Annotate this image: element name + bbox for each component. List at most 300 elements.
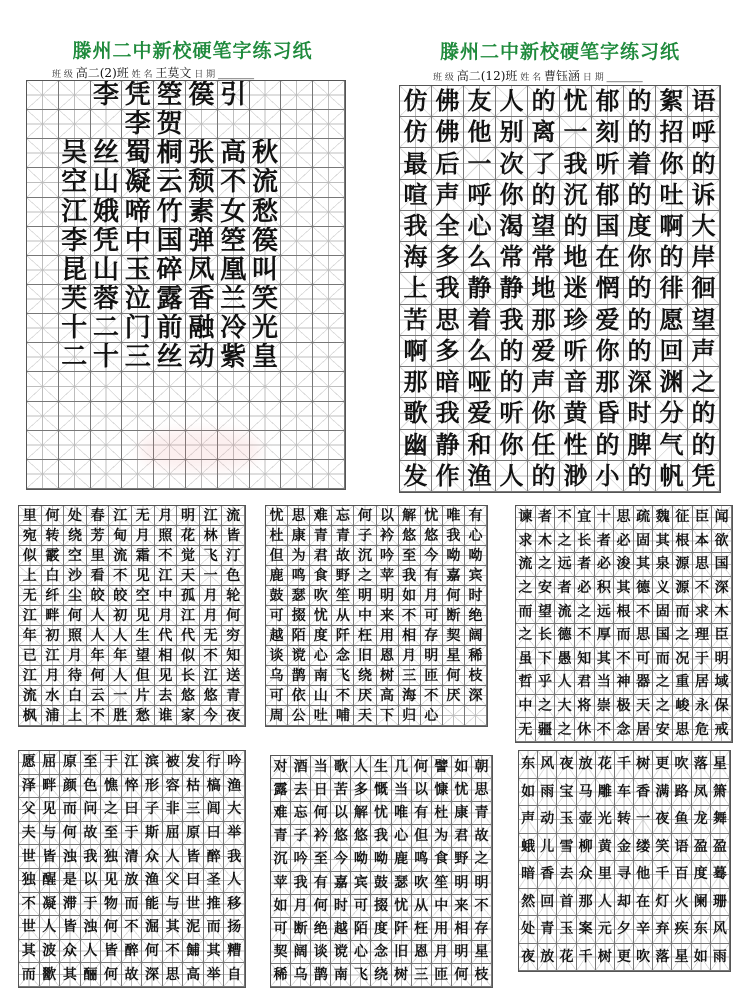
grid-cell: 者 [536, 506, 556, 530]
grid-cell: 将 [575, 695, 595, 719]
grid-cell: 不 [109, 566, 132, 586]
grid-cell: 屈 [163, 822, 184, 846]
grid-cell: 厌 [354, 686, 376, 706]
grid-cell: 思 [693, 553, 713, 577]
grid-cell: 谈 [266, 646, 288, 666]
grid-cell: 鼓 [371, 872, 391, 895]
grid-cell [91, 431, 123, 460]
grid-cell: 安 [653, 718, 673, 742]
grid-cell: 娥 [91, 198, 123, 227]
grid-cell: 国 [653, 624, 673, 648]
worksheet-c [515, 505, 735, 745]
grid-cell: 木 [536, 530, 556, 554]
grid-cell: 佛 [432, 86, 464, 117]
grid-cell: 张 [186, 139, 218, 168]
grid-cell: 人 [87, 606, 110, 626]
grid-cell: 唯 [443, 506, 465, 526]
grid-cell: 朝 [472, 756, 492, 779]
grid-cell: 初 [109, 606, 132, 626]
grid-cell: 公 [288, 706, 310, 726]
grid-cell: 思 [432, 305, 464, 336]
grid-cell: 众 [577, 861, 596, 889]
grid-cell: 明 [377, 586, 399, 606]
grid-cell: 有 [412, 802, 432, 825]
grid-cell: 于 [101, 751, 122, 775]
name-value: 王莫文 [155, 66, 192, 80]
grid-cell: 何 [60, 822, 81, 846]
grid-cell: 东 [692, 916, 711, 944]
grid-cell: 暗 [432, 367, 464, 398]
grid-cell: 仿 [400, 86, 432, 117]
grid-cell: 任 [528, 430, 560, 461]
grid-cell: 不 [399, 606, 421, 626]
grid-cell: 流 [250, 168, 282, 197]
grid-cell: 辛 [634, 916, 653, 944]
grid-cell: 元 [596, 916, 615, 944]
grid-cell: 的 [528, 86, 560, 117]
grid-cell: 人 [109, 626, 132, 646]
grid-cell: 重 [673, 671, 693, 695]
grid-cell: 心 [351, 941, 371, 964]
grid-cell: 一 [634, 806, 653, 834]
grid-cell: 思 [614, 506, 634, 530]
worksheet-title: 滕州二中新校硬笔字练习纸 [72, 40, 313, 62]
grid-cell: 望 [688, 305, 720, 336]
grid-cell: 凰 [218, 256, 250, 285]
grid-cell: 形 [142, 775, 163, 799]
grid-cell: 的 [528, 461, 560, 492]
grid-cell: 酾 [81, 963, 102, 987]
grid-cell: 固 [634, 530, 654, 554]
grid-cell: 紫 [218, 343, 250, 372]
grid-cell: 知 [222, 646, 245, 666]
grid-cell: 更 [615, 944, 634, 972]
grid-cell: 有 [465, 506, 487, 526]
grid-cell: 忧 [421, 506, 443, 526]
grid-cell: 者 [575, 553, 595, 577]
grid-cell: 满 [653, 779, 672, 807]
grid-cell: 去 [557, 861, 576, 889]
grid-cell: 山 [310, 686, 332, 706]
grid-cell: 时 [624, 398, 656, 429]
grid-cell: 醒 [40, 869, 61, 893]
grid-cell: 郁 [592, 86, 624, 117]
grid-cell: 爱 [464, 398, 496, 429]
grid-cell: 曰 [204, 822, 225, 846]
grid-cell: 惘 [592, 273, 624, 304]
grid-cell: 雨 [538, 779, 557, 807]
grid-cell: 问 [81, 798, 102, 822]
grid-cell: 可 [421, 606, 443, 626]
grid-cell [27, 431, 59, 460]
grid-cell: 滨 [142, 751, 163, 775]
grid-cell: 度 [371, 918, 391, 941]
grid-cell: 掇 [288, 606, 310, 626]
grid-cell: 可 [271, 918, 291, 941]
grid-cell: 树 [596, 944, 615, 972]
grid-cell: 依 [288, 686, 310, 706]
grid-cell: 阡 [392, 918, 412, 941]
grid-cell: 越 [331, 918, 351, 941]
grid-cell: 不 [693, 577, 713, 601]
grid-cell: 脾 [624, 430, 656, 461]
grid-cell: 相 [155, 646, 178, 666]
grid-cell: 必 [595, 553, 615, 577]
grid-cell: 世 [19, 845, 40, 869]
grid-cell: 浚 [614, 553, 634, 577]
grid-cell [281, 168, 313, 197]
grid-cell: 见 [40, 798, 61, 822]
grid-cell: 何 [42, 506, 65, 526]
grid-cell: 山 [91, 168, 123, 197]
grid-cell: 以 [412, 779, 432, 802]
grid-cell: 波 [40, 940, 61, 964]
grid-cell: 断 [291, 918, 311, 941]
grid-cell: 日 [311, 779, 331, 802]
grid-cell: 何 [101, 963, 122, 987]
grid-cell: 休 [575, 718, 595, 742]
grid-cell: 女 [218, 198, 250, 227]
grid-cell: 千 [577, 944, 596, 972]
grid-cell: 疾 [672, 916, 691, 944]
grid-cell: 路 [672, 779, 691, 807]
grid-cell: 心 [465, 526, 487, 546]
grid-cell: 何 [101, 916, 122, 940]
grid-cell: 思 [634, 624, 654, 648]
grid-cell: 度 [624, 211, 656, 242]
grid-cell: 酒 [291, 756, 311, 779]
grid-cell: 忧 [310, 606, 332, 626]
grid-cell: 愁 [250, 198, 282, 227]
grid-cell: 多 [432, 336, 464, 367]
grid-cell: 忘 [291, 802, 311, 825]
grid-cell: 全 [432, 211, 464, 242]
worksheet-left [20, 30, 365, 495]
grid-cell: 甸 [109, 526, 132, 546]
grid-cell: 枉 [412, 918, 432, 941]
grid-cell: 宛 [19, 526, 42, 546]
grid-cell: 色 [222, 566, 245, 586]
grid-cell: 盈 [692, 834, 711, 862]
grid-cell: 不 [163, 940, 184, 964]
grid-cell: 渴 [496, 211, 528, 242]
grid-cell: 放 [538, 944, 557, 972]
grid-cell: 弹 [186, 227, 218, 256]
grid-cell: 呦 [351, 848, 371, 871]
grid-cell: 待 [64, 666, 87, 686]
grid-cell: 的 [688, 430, 720, 461]
grid-cell [465, 706, 487, 726]
grid-cell: 世 [19, 916, 40, 940]
grid-cell: 鱼 [672, 806, 691, 834]
grid-cell: 你 [656, 148, 688, 179]
grid-cell: 的 [624, 117, 656, 148]
grid-cell: 青 [310, 526, 332, 546]
grid-cell: 昆 [59, 256, 91, 285]
grid-cell: 乎 [536, 671, 556, 695]
grid-cell: 蓉 [91, 285, 123, 314]
grid-cell: 之 [536, 553, 556, 577]
grid-cell: 其 [634, 553, 654, 577]
grid-cell: 以 [377, 506, 399, 526]
grid-cell: 箜 [154, 81, 186, 110]
grid-cell: 昏 [592, 398, 624, 429]
grid-cell: 落 [692, 751, 711, 779]
grid-cell: 声 [519, 806, 538, 834]
grid-cell: 江 [122, 751, 143, 775]
grid-cell: 我 [560, 148, 592, 179]
grid-cell: 愿 [19, 751, 40, 775]
grid-cell: 必 [614, 530, 634, 554]
grid-cell: 树 [377, 666, 399, 686]
grid-cell [250, 460, 282, 489]
grid-cell: 极 [614, 695, 634, 719]
grid-cell: 当 [311, 756, 331, 779]
worksheet-title: 滕州二中新校硬笔字练习纸 [439, 41, 680, 63]
grid-cell: 岸 [688, 242, 720, 273]
grid-cell: 天 [634, 695, 654, 719]
grid-cell [281, 372, 313, 401]
grid-cell: 初 [42, 626, 65, 646]
grid-cell: 人 [555, 671, 575, 695]
grid-cell: 人 [40, 916, 61, 940]
grid-cell: 不 [218, 168, 250, 197]
grid-cell [27, 81, 59, 110]
grid-cell: 容 [163, 775, 184, 799]
grid-cell: 中 [155, 586, 178, 606]
grid-cell: 笑 [250, 285, 282, 314]
grid-cell [443, 706, 465, 726]
grid-cell: 丝 [154, 343, 186, 372]
grid-cell: 片 [132, 686, 155, 706]
grid-cell: 皎 [109, 586, 132, 606]
grid-cell: 李 [59, 227, 91, 256]
grid-cell: 花 [557, 944, 576, 972]
grid-cell: 似 [177, 646, 200, 666]
grid-cell: 气 [656, 430, 688, 461]
grid-cell: 夫 [19, 822, 40, 846]
grid-cell: 的 [624, 86, 656, 117]
grid-cell: 念 [614, 718, 634, 742]
grid-cell: 何 [443, 666, 465, 686]
grid-cell: 思 [472, 779, 492, 802]
grid-cell: 无 [132, 506, 155, 526]
grid-cell: 皇 [250, 343, 282, 372]
grid-cell: 吐 [656, 180, 688, 211]
grid-cell: 天 [354, 706, 376, 726]
grid-cell: 畔 [42, 606, 65, 626]
grid-cell: 能 [142, 893, 163, 917]
grid-cell: 者 [555, 577, 575, 601]
grid-cell: 有 [311, 872, 331, 895]
grid-cell: 轮 [222, 586, 245, 606]
grid-cell: 代 [155, 626, 178, 646]
grid-cell [313, 285, 345, 314]
grid-cell [281, 256, 313, 285]
grid-cell: 舞 [711, 806, 730, 834]
grid-cell: 居 [634, 718, 654, 742]
grid-cell: 火 [672, 889, 691, 917]
grid-cell: 斯 [142, 822, 163, 846]
grid-cell: 解 [399, 506, 421, 526]
grid-cell: 星 [472, 941, 492, 964]
grid-cell: 箜 [218, 227, 250, 256]
grid-cell: 德 [634, 577, 654, 601]
grid-cell: 难 [310, 506, 332, 526]
grid-cell: 忧 [266, 506, 288, 526]
grid-cell: 霰 [42, 546, 65, 566]
grid-cell: 冷 [218, 314, 250, 343]
grid-cell: 处 [64, 506, 87, 526]
grid-cell: 水 [42, 686, 65, 706]
grid-cell: 纤 [42, 586, 65, 606]
grid-cell: 海 [399, 686, 421, 706]
grid-cell: 恩 [412, 941, 432, 964]
grid-cell: 乌 [291, 964, 311, 987]
grid-cell: 霜 [132, 546, 155, 566]
grid-cell: 家 [177, 706, 200, 726]
grid-cell: 在 [592, 242, 624, 273]
grid-cell: 今 [200, 706, 223, 726]
grid-cell: 人 [81, 940, 102, 964]
grid-cell: 而 [653, 648, 673, 672]
grid-cell: 苹 [271, 872, 291, 895]
grid-cell [186, 372, 218, 401]
grid-cell: 中 [432, 895, 452, 918]
grid-cell: 域 [712, 671, 732, 695]
grid-cell: 为 [288, 546, 310, 566]
grid-cell [218, 402, 250, 431]
grid-cell [281, 402, 313, 431]
grid-cell: 越 [266, 626, 288, 646]
grid-cell: 不 [332, 686, 354, 706]
grid-cell: 的 [496, 367, 528, 398]
grid-cell: 多 [351, 779, 371, 802]
grid-cell: 夜 [653, 806, 672, 834]
grid-cell: 念 [332, 646, 354, 666]
grid-cell: 清 [122, 845, 143, 869]
grid-cell: 衿 [377, 526, 399, 546]
grid-cell: 静 [496, 273, 528, 304]
grid-cell: 必 [575, 577, 595, 601]
grid-cell: 知 [575, 648, 595, 672]
grid-cell: 尘 [64, 586, 87, 606]
grid-cell [91, 460, 123, 489]
grid-cell: 江 [19, 666, 42, 686]
writing-grid [265, 505, 488, 727]
grid-cell: 厌 [443, 686, 465, 706]
grid-cell: 江 [42, 646, 65, 666]
grid-cell: 之 [516, 624, 536, 648]
grid-cell [281, 343, 313, 372]
grid-cell: 何 [311, 802, 331, 825]
grid-cell: 枝 [465, 666, 487, 686]
grid-cell: 贺 [154, 110, 186, 139]
grid-cell: 吹 [672, 751, 691, 779]
grid-cell: 匝 [432, 964, 452, 987]
grid-cell: 至 [399, 546, 421, 566]
grid-cell: 中 [122, 227, 154, 256]
grid-cell: 保 [712, 695, 732, 719]
grid-cell: 寻 [615, 861, 634, 889]
grid-cell [122, 460, 154, 489]
grid-cell [27, 139, 59, 168]
grid-cell: 但 [132, 666, 155, 686]
grid-cell: 飞 [200, 546, 223, 566]
grid-cell: 凤 [186, 256, 218, 285]
grid-cell: 沉 [560, 180, 592, 211]
grid-cell: 絮 [656, 86, 688, 117]
grid-cell: 欲 [712, 530, 732, 554]
grid-cell: 人 [496, 461, 528, 492]
grid-cell: 厚 [595, 624, 615, 648]
grid-cell: 丝 [91, 139, 123, 168]
grid-cell: 月 [155, 506, 178, 526]
grid-cell: 江 [200, 666, 223, 686]
grid-cell: 念 [371, 941, 391, 964]
grid-cell: 去 [155, 686, 178, 706]
grid-cell: 相 [452, 918, 472, 941]
grid-cell: 浊 [81, 916, 102, 940]
grid-cell: 空 [59, 168, 91, 197]
grid-cell: 的 [624, 273, 656, 304]
grid-cell: 思 [288, 506, 310, 526]
grid-cell [154, 402, 186, 431]
grid-cell [218, 110, 250, 139]
grid-cell: 渔 [224, 775, 245, 799]
grid-cell: 相 [399, 626, 421, 646]
grid-cell: 虽 [516, 648, 536, 672]
grid-cell: 圣 [204, 869, 225, 893]
grid-cell: 之 [688, 367, 720, 398]
grid-cell: 飞 [332, 666, 354, 686]
grid-cell [27, 110, 59, 139]
grid-cell: 阔 [465, 626, 487, 646]
grid-cell: 皎 [87, 586, 110, 606]
grid-cell: 人 [351, 756, 371, 779]
grid-cell: 旧 [354, 646, 376, 666]
grid-cell: 如 [692, 944, 711, 972]
grid-cell: 从 [332, 606, 354, 626]
grid-cell: 下 [536, 648, 556, 672]
grid-cell [281, 81, 313, 110]
grid-cell: 故 [472, 825, 492, 848]
grid-cell: 云 [87, 686, 110, 706]
grid-cell: 江 [109, 506, 132, 526]
grid-cell: 解 [351, 802, 371, 825]
grid-cell: 不 [87, 706, 110, 726]
grid-cell: 泽 [19, 775, 40, 799]
grid-cell: 以 [81, 869, 102, 893]
grid-cell: 呦 [443, 546, 465, 566]
grid-cell: 求 [693, 600, 713, 624]
grid-cell: 根 [614, 600, 634, 624]
grid-cell: 契 [271, 941, 291, 964]
grid-cell: 啼 [122, 198, 154, 227]
grid-cell: 千 [653, 861, 672, 889]
grid-cell: 分 [656, 398, 688, 429]
grid-cell: 蛾 [519, 834, 538, 862]
date-label: 日 期 [582, 73, 604, 83]
grid-cell: 物 [101, 893, 122, 917]
grid-cell: 不 [634, 600, 654, 624]
grid-cell: 和 [464, 430, 496, 461]
grid-cell: 当 [392, 779, 412, 802]
grid-cell: 你 [528, 398, 560, 429]
grid-cell: 屈 [40, 751, 61, 775]
grid-cell: 声 [528, 367, 560, 398]
grid-cell: 李 [91, 81, 123, 110]
